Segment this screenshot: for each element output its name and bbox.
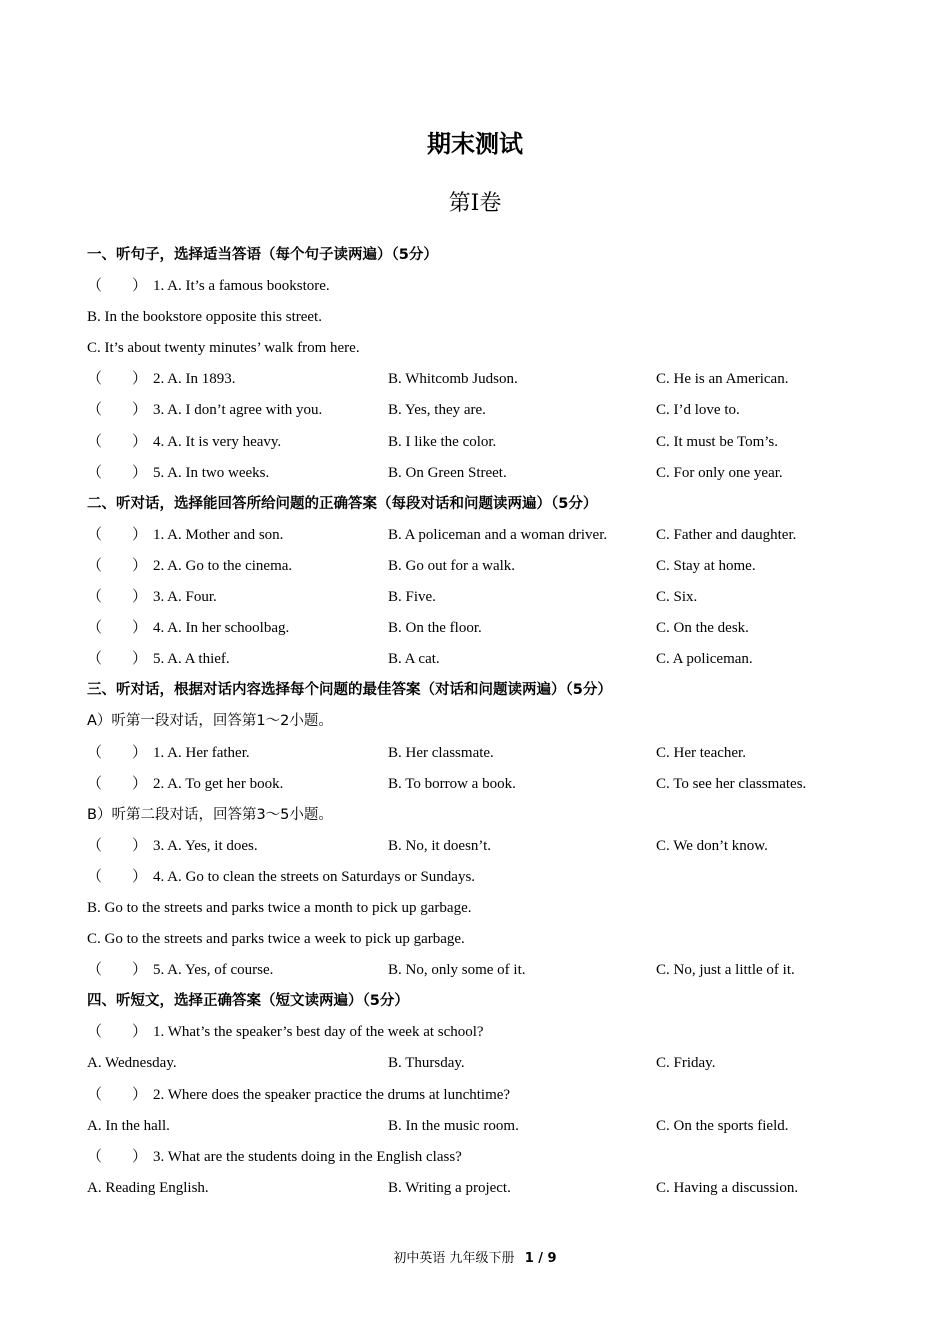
option-a: [87, 862, 475, 893]
option-b: B. A cat.: [388, 651, 440, 668]
option-a: [87, 1017, 484, 1048]
question-item: [87, 364, 867, 395]
option-c: C. Her teacher.: [656, 744, 746, 761]
option-c: C. Six.: [656, 589, 698, 606]
option-c: C. On the desk.: [656, 620, 749, 637]
option-c: C. Friday.: [656, 1055, 716, 1072]
page-footer: [0, 1247, 950, 1266]
option-text: 1. What’s the speaker’s best day of the week at school?: [153, 1024, 484, 1041]
answer-blank[interactable]: （ ）: [87, 651, 148, 668]
page-title: 期末测试: [427, 129, 523, 158]
section-subheading: B）听第二段对话，回答第3～5小题。: [87, 806, 333, 823]
option-b: B. A policeman and a woman driver.: [388, 526, 608, 543]
option-b: B. Five.: [388, 589, 436, 606]
option-text: 4. A. It is very heavy.: [153, 433, 282, 450]
option-b: B. Her classmate.: [388, 744, 494, 761]
option-line: [87, 924, 867, 955]
question-item: [87, 427, 867, 458]
answer-blank[interactable]: （ ）: [87, 1148, 148, 1165]
option-text: A. Reading English.: [87, 1179, 209, 1196]
option-a: [87, 551, 292, 582]
option-c: C. No, just a little of it.: [656, 962, 795, 979]
option-c: C. For only one year.: [656, 464, 783, 481]
answer-blank[interactable]: （ ）: [87, 557, 148, 574]
question-item: [87, 520, 867, 551]
option-b: B. Go out for a walk.: [388, 557, 516, 574]
answer-blank[interactable]: （ ）: [87, 620, 148, 637]
option-text: 5. A. In two weeks.: [153, 464, 270, 481]
option-a: [87, 955, 273, 986]
option-a: [87, 582, 217, 613]
option-line: [87, 1173, 867, 1204]
option-text: A. In the hall.: [87, 1117, 170, 1134]
option-a: [87, 1111, 170, 1142]
option-text: 4. A. Go to clean the streets on Saturdays or Sundays.: [153, 868, 476, 885]
option-a: [87, 738, 250, 769]
option-c: C. Having a discussion.: [656, 1179, 799, 1196]
answer-blank[interactable]: （ ）: [87, 744, 148, 761]
question-item: [87, 582, 867, 613]
option-c: C. Father and daughter.: [656, 526, 797, 543]
answer-blank[interactable]: （ ）: [87, 1086, 148, 1103]
option-text: 5. A. A thief.: [153, 651, 230, 668]
option-text: 2. A. Go to the cinema.: [153, 557, 293, 574]
answer-blank[interactable]: （ ）: [87, 433, 148, 450]
option-a: [87, 1080, 510, 1111]
question-item: [87, 551, 867, 582]
option-b: B. I like the color.: [388, 433, 497, 450]
option-a: [87, 613, 289, 644]
question-item: [87, 613, 867, 644]
option-a: [87, 364, 236, 395]
option-a: [87, 831, 258, 862]
question-item: [87, 395, 867, 426]
option-a: [87, 893, 472, 924]
option-a: [87, 395, 322, 426]
option-text: B. Go to the streets and parks twice a month to pick up garbage.: [87, 899, 472, 916]
option-a: [87, 1173, 209, 1204]
option-a: [87, 644, 230, 675]
option-text: 1. A. Mother and son.: [153, 526, 284, 543]
option-text: C. Go to the streets and parks twice a week to pick up garbage.: [87, 931, 465, 948]
option-b: B. To borrow a book.: [388, 775, 516, 792]
option-b: B. Writing a project.: [388, 1179, 511, 1196]
answer-blank[interactable]: （ ）: [87, 962, 148, 979]
option-a: [87, 427, 281, 458]
section-subheading: A）听第一段对话，回答第1～2小题。: [87, 713, 333, 730]
question-item: [87, 862, 867, 893]
question-item: [87, 644, 867, 675]
option-line: [87, 333, 867, 364]
option-text: 1. A. Her father.: [153, 744, 250, 761]
option-c: C. He is an American.: [656, 371, 789, 388]
answer-blank[interactable]: （ ）: [87, 402, 148, 419]
option-a: [87, 271, 330, 302]
option-text: 3. A. Yes, it does.: [153, 837, 258, 854]
option-a: [87, 1142, 462, 1173]
option-a: [87, 1048, 177, 1079]
option-line: [87, 1048, 867, 1079]
option-text: A. Wednesday.: [87, 1055, 177, 1072]
answer-blank[interactable]: （ ）: [87, 371, 148, 388]
option-line: [87, 893, 867, 924]
section-heading: 二、听对话，选择能回答所给问题的正确答案（每段对话和问题读两遍）（5分）: [87, 495, 598, 512]
question-item: [87, 271, 867, 302]
option-b: B. On Green Street.: [388, 464, 507, 481]
option-line: [87, 302, 867, 333]
option-text: 3. What are the students doing in the English class?: [153, 1148, 462, 1165]
option-c: C. It must be Tom’s.: [656, 433, 779, 450]
option-b: B. No, it doesn’t.: [388, 837, 492, 854]
answer-blank[interactable]: （ ）: [87, 526, 148, 543]
section-heading: 一、听句子，选择适当答语（每个句子读两遍）（5分）: [87, 247, 438, 263]
option-a: [87, 769, 283, 800]
option-text: 3. A. I don’t agree with you.: [153, 402, 323, 419]
answer-blank[interactable]: （ ）: [87, 1024, 148, 1041]
option-a: [87, 333, 360, 364]
option-c: C. On the sports field.: [656, 1117, 789, 1134]
option-text: C. It’s about twenty minutes’ walk from here.: [87, 340, 360, 357]
option-b: B. No, only some of it.: [388, 962, 526, 979]
option-b: B. Thursday.: [388, 1055, 465, 1072]
answer-blank[interactable]: （ ）: [87, 837, 148, 854]
answer-blank[interactable]: （ ）: [87, 775, 148, 792]
question-item: [87, 738, 867, 769]
option-b: B. On the floor.: [388, 620, 482, 637]
section-title: 第Ⅰ卷: [448, 191, 502, 216]
option-c: C. We don’t know.: [656, 837, 768, 854]
section-heading: 三、听对话，根据对话内容选择每个问题的最佳答案（对话和问题读两遍）（5分）: [87, 682, 612, 699]
question-item: [87, 1142, 867, 1173]
answer-blank[interactable]: （ ）: [87, 278, 148, 295]
question-list: [87, 240, 867, 1204]
answer-blank[interactable]: （ ）: [87, 868, 148, 885]
option-line: [87, 1111, 867, 1142]
option-a: [87, 520, 283, 551]
option-c: C. To see her classmates.: [656, 775, 807, 792]
option-text: 5. A. Yes, of course.: [153, 962, 274, 979]
option-b: B. In the music room.: [388, 1117, 519, 1134]
question-item: [87, 1017, 867, 1048]
option-c: C. Stay at home.: [656, 557, 756, 574]
option-text: 2. A. In 1893.: [153, 371, 236, 388]
option-b: B. Whitcomb Judson.: [388, 371, 518, 388]
option-a: [87, 458, 269, 489]
question-item: [87, 831, 867, 862]
question-item: [87, 1080, 867, 1111]
option-a: [87, 924, 465, 955]
page-number: 1 / 9: [524, 1251, 557, 1266]
answer-blank[interactable]: （ ）: [87, 589, 148, 606]
option-b: B. Yes, they are.: [388, 402, 486, 419]
option-text: B. In the bookstore opposite this street.: [87, 309, 322, 326]
question-item: [87, 955, 867, 986]
answer-blank[interactable]: （ ）: [87, 464, 148, 481]
option-c: C. I’d love to.: [656, 402, 740, 419]
option-text: 3. A. Four.: [153, 589, 217, 606]
option-text: 2. Where does the speaker practice the drums at lunchtime?: [153, 1086, 511, 1103]
option-text: 1. A. It’s a famous bookstore.: [153, 278, 330, 295]
option-text: 2. A. To get her book.: [153, 775, 284, 792]
option-c: C. A policeman.: [656, 651, 753, 668]
section-heading: 四、听短文，选择正确答案（短文读两遍）（5分）: [87, 993, 409, 1010]
option-a: [87, 302, 322, 333]
option-text: 4. A. In her schoolbag.: [153, 620, 290, 637]
question-item: [87, 769, 867, 800]
question-item: [87, 458, 867, 489]
footer-course: 初中英语 九年级下册: [393, 1251, 515, 1266]
